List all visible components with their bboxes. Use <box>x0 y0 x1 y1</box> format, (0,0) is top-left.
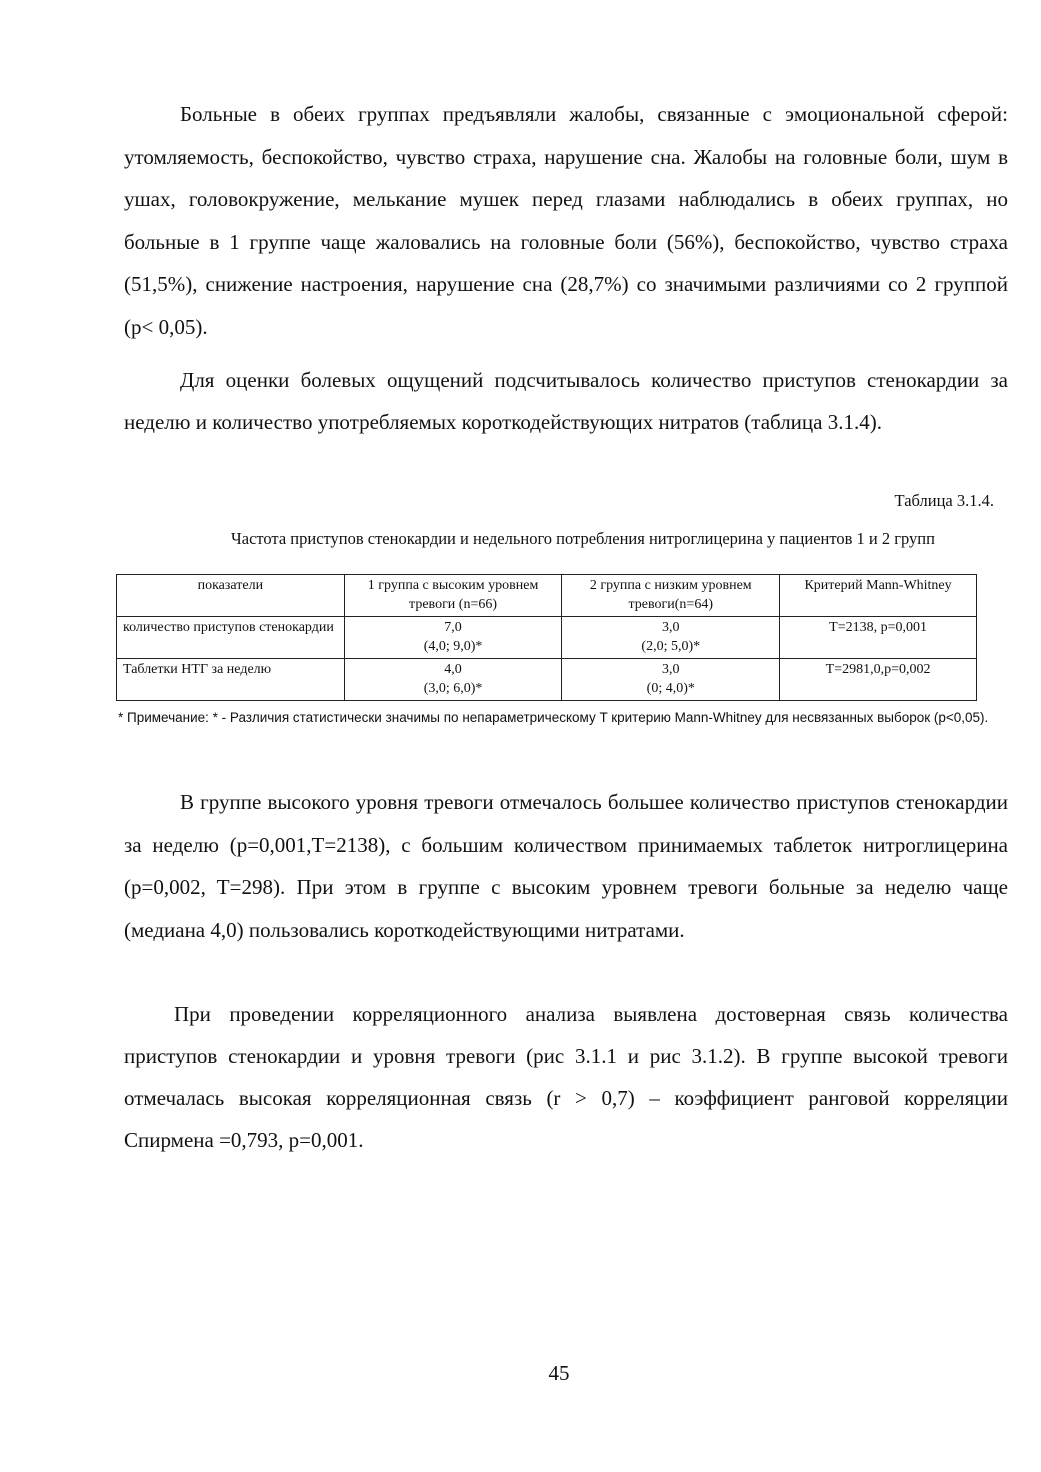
table-row <box>117 617 977 659</box>
group-1-cell <box>344 617 562 659</box>
table-header-row <box>117 575 977 617</box>
row-label: количество приступов стенокардии <box>117 617 345 659</box>
paragraph-correlation: При проведении корреляционного анализа выявлена достоверная связь количества приступов стенокардии и уровня тревоги (рис 3.1.1 и рис 3.1.2). В группе высокой тревоги отмечалась высокая корреляционная связь (r > 0,7) – коэффициент ранговой корреляции Спирмена =0,793, p=0,001. <box>124 1002 1008 1152</box>
data-table <box>116 574 977 701</box>
paragraph-results: В группе высокого уровня тревоги отмечалось большее количество приступов стенокардии за неделю (p=0,001,T=2138), с большим количеством принимаемых таблеток нитроглицерина (p=0,002, T=298). При этом в группе с высоким уровнем тревоги больные за неделю чаще (медиана 4,0) пользовались короткодействующими нитратами. <box>124 790 1008 942</box>
group-2-cell <box>562 617 780 659</box>
group-1-iqr: (3,0; 6,0)* <box>423 681 483 696</box>
group-1-median: 7,0 <box>444 620 462 635</box>
group-1-median: 4,0 <box>444 662 462 677</box>
page-number: 45 <box>548 1361 570 1385</box>
table-caption: Частота приступов стенокардии и недельного потребления нитроглицерина у пациентов 1 и 2 групп <box>231 529 935 548</box>
group-2-median: 3,0 <box>662 662 680 677</box>
table-row <box>117 659 977 701</box>
test-result-cell: T=2138, p=0,001 <box>780 617 977 659</box>
group-2-cell <box>562 659 780 701</box>
header-indicators: показатели <box>117 575 345 617</box>
table-label: Таблица 3.1.4. <box>894 491 994 510</box>
table-footnote: * Примечание: * - Различия статистически значимы по непараметрическому T критерию Mann-Whitney для несвязанных выборок (p<0,05). <box>118 710 989 725</box>
test-result-cell: T=2981,0,p=0,002 <box>780 659 977 701</box>
group-2-median: 3,0 <box>662 620 680 635</box>
paragraph-pain-assessment: Для оценки болевых ощущений подсчитывалось количество приступов стенокардии за неделю и количество употребляемых короткодействующих нитратов (таблица 3.1.4). <box>124 368 1008 434</box>
row-label: Таблетки НТГ за неделю <box>117 659 345 701</box>
paragraph-complaints: Больные в обеих группах предъявляли жалобы, связанные с эмоциональной сферой: утомляемость, беспокойство, чувство страха, нарушение сна. Жалобы на головные боли, шум в ушах, головокружение, мелькание мушек перед глазами наблюдались в обеих группах, но больные в 1 группе чаще жаловались на головные боли (56%), беспокойство, чувство страха (51,5%), снижение настроения, нарушение сна (28,7%) со значимыми различиями со 2 группой (p< 0,05). <box>124 102 1008 339</box>
group-2-iqr: (0; 4,0)* <box>646 681 695 696</box>
group-1-cell <box>344 659 562 701</box>
header-group-1: 1 группа с высоким уровнем тревоги (n=66) <box>344 575 562 617</box>
header-group-2: 2 группа с низким уровнем тревоги(n=64) <box>562 575 780 617</box>
group-1-iqr: (4,0; 9,0)* <box>423 639 483 654</box>
header-mann-whitney: Критерий Mann-Whitney <box>780 575 977 617</box>
group-2-iqr: (2,0; 5,0)* <box>641 639 701 654</box>
